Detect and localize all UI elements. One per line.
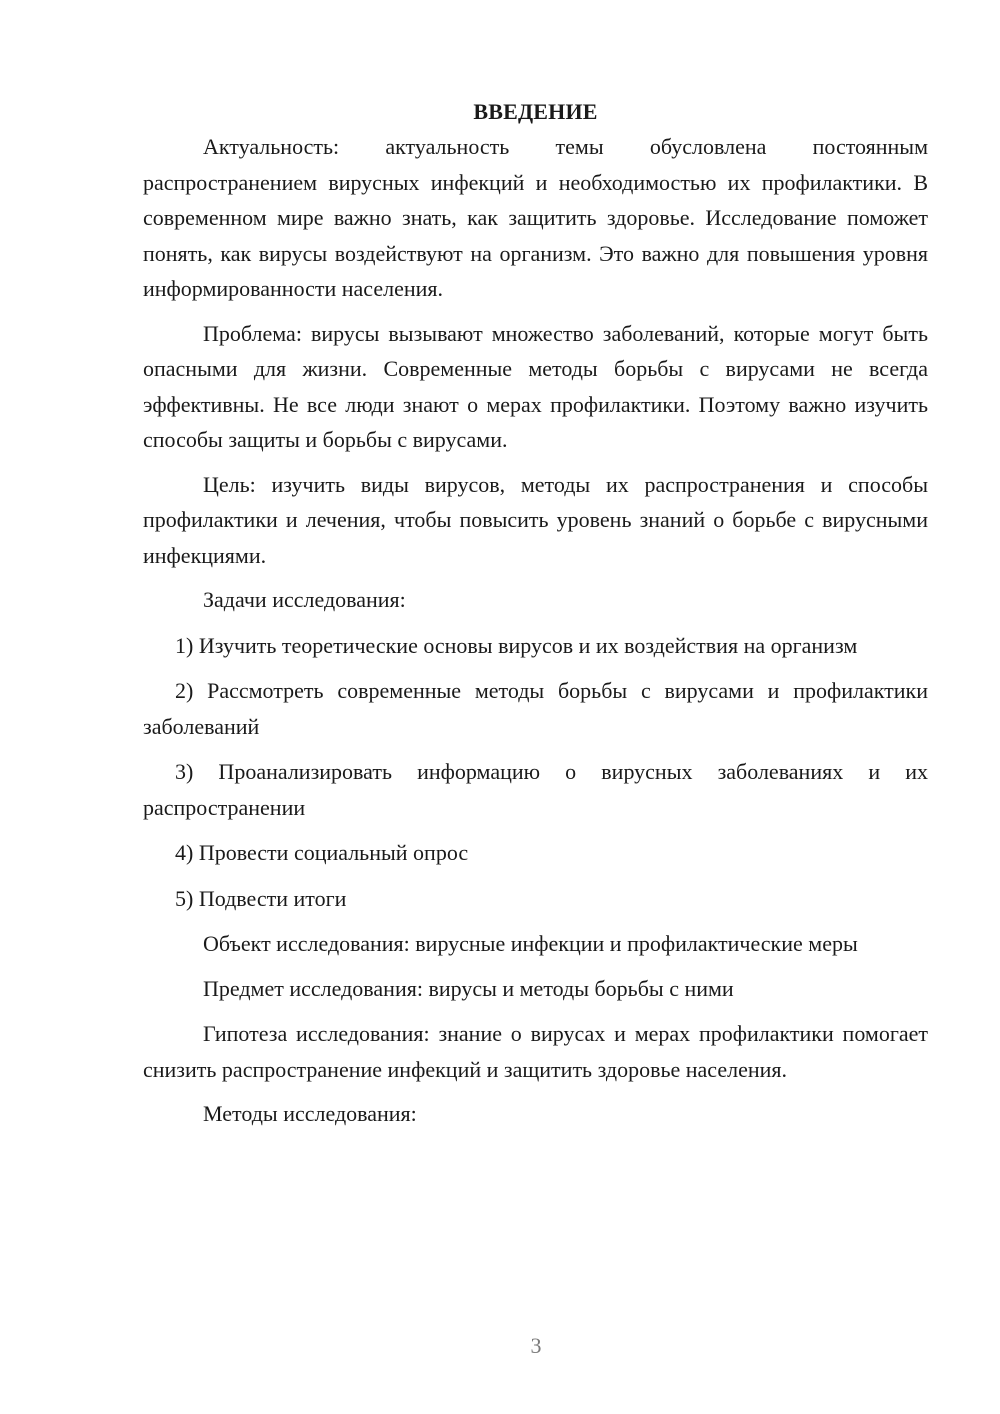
page-number: 3: [530, 1333, 542, 1358]
hypothesis-paragraph: Гипотеза исследования: знание о вирусах и мерах профилактики помогает снизить распространение инфекций и защитить здоровье населения.: [143, 1021, 928, 1082]
task-item: 1) Изучить теоретические основы вирусов и их воздействия на организм: [175, 632, 858, 658]
document-page: [143, 94, 928, 1142]
task-item: 3) Проанализировать информацию о вирусных заболеваниях и их распространении: [143, 759, 928, 820]
methods-heading: Методы исследования:: [203, 1101, 417, 1126]
tasks-heading: Задачи исследования:: [203, 587, 406, 612]
task-item: 5) Подвести итоги: [175, 885, 347, 911]
relevance-paragraph: Актуальность: актуальность темы обусловлена постоянным распространением вирусных инфекций и необходимостью их профилактики. В современном мире важно знать, как защитить здоровье. Исследование поможет понять, как вирусы воздействуют на организм. Это важно для повышения уровня информированности населения.: [143, 134, 928, 301]
task-item: 4) Провести социальный опрос: [175, 840, 469, 865]
goal-paragraph: Цель: изучить виды вирусов, методы их распространения и способы профилактики и лечения, чтобы повысить уровень знаний о борьбе с вирусными инфекциями.: [143, 471, 928, 568]
problem-paragraph: Проблема: вирусы вызывают множество заболеваний, которые могут быть опасными для жизни. Современные методы борьбы с вирусами не всегда эффективны. Не все люди знают о мерах профилактики. Поэтому важно изучить способы защиты и борьбы с вирусами.: [143, 320, 928, 452]
task-item: 2) Рассмотреть современные методы борьбы с вирусами и профилактики заболеваний: [143, 678, 928, 739]
section-title: ВВЕДЕНИЕ: [473, 99, 598, 124]
object-paragraph: Объект исследования: вирусные инфекции и профилактические меры: [203, 931, 858, 956]
subject-paragraph: Предмет исследования: вирусы и методы борьбы с ними: [203, 975, 734, 1001]
